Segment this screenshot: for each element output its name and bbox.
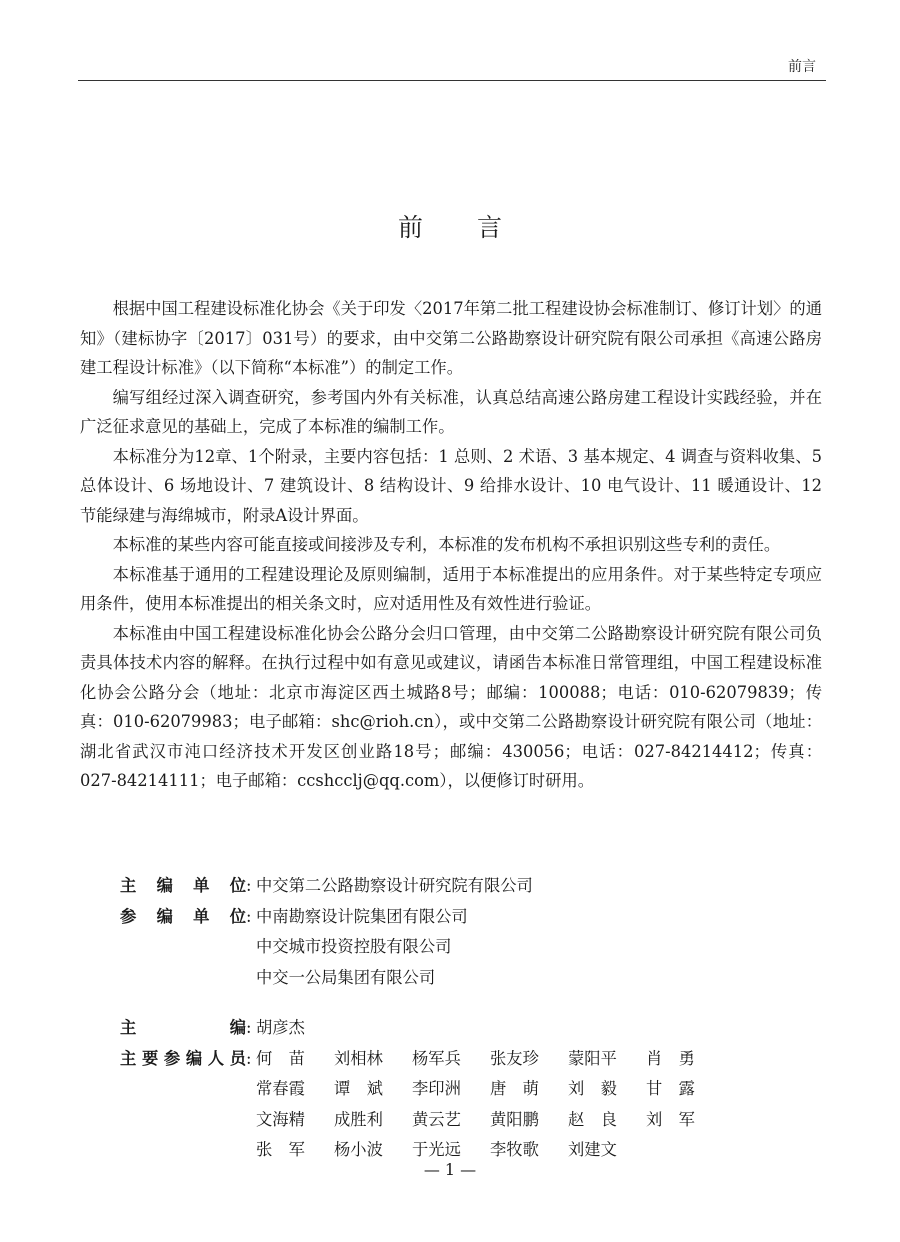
running-header: 前言: [788, 59, 816, 75]
chief-editor-row: [120, 1013, 760, 1044]
participating-units-label: 参编单位: [120, 906, 246, 926]
colon: :: [246, 876, 252, 895]
participant-name: 李牧歌: [490, 1140, 539, 1159]
colon: :: [246, 1048, 252, 1068]
participant-name: 刘相林: [334, 1048, 383, 1068]
participant-name: 甘 露: [646, 1079, 695, 1098]
chief-unit-row: [120, 871, 760, 902]
participating-units-list: [256, 902, 468, 994]
participant-name: 赵 良: [568, 1109, 617, 1129]
participant-name: 杨小波: [334, 1140, 383, 1159]
participating-unit: 中南勘察设计院集团有限公司: [256, 906, 468, 926]
colon: :: [246, 1018, 252, 1037]
participating-units-row: [120, 902, 760, 994]
page-number: — 1 —: [423, 1160, 477, 1179]
paragraph-4: 本标准的某些内容可能直接或间接涉及专利，本标准的发布机构不承担识别这些专利的责任。: [112, 535, 781, 554]
paragraph-1: 根据中国工程建设标准化协会《关于印发〈2017年第二批工程建设协会标准制订、修订计划〉的通知》（建标协字〔2017〕031号）的要求，由中交第二公路勘察设计研究院有限公司承担《高速公路房建工程设计标准》（以下简称“本标准”）的制定工作。: [80, 299, 822, 377]
participant-name: 文海精: [256, 1109, 305, 1129]
credits-block: [120, 871, 760, 1166]
chief-editor-value: 胡彦杰: [256, 1018, 305, 1037]
participant-name: 谭 斌: [334, 1079, 383, 1098]
page-title: 前言: [397, 213, 556, 242]
paragraph-5: 本标准基于通用的工程建设理论及原则编制，适用于本标准提出的应用条件。对于某些特定专项应用条件，使用本标准提出的相关条文时，应对适用性及有效性进行验证。: [80, 564, 822, 613]
participant-name: 肖 勇: [646, 1048, 695, 1068]
participant-name: 杨军兵: [412, 1048, 461, 1068]
preface-body: [80, 294, 822, 796]
participating-unit: 中交城市投资控股有限公司: [256, 937, 452, 956]
paragraph-3: 本标准分为12章、1个附录，主要内容包括：1 总则、2 术语、3 基本规定、4 调查与资料收集、5 总体设计、6 场地设计、7 建筑设计、8 结构设计、9 给排水设计、10 电气设计、11 暖通设计、12 节能绿建与海绵城市，附录A设计界面。: [80, 446, 822, 525]
participant-name: 张 军: [256, 1140, 305, 1159]
main-participants-label: 主要参编人员: [120, 1048, 246, 1068]
chief-unit-label: 主编单位: [120, 876, 246, 895]
participant-name: 常春霞: [256, 1079, 305, 1098]
participant-name: 张友珍: [490, 1048, 539, 1068]
participant-name: 何 苗: [256, 1048, 305, 1068]
participant-name: 蒙阳平: [568, 1048, 617, 1068]
chief-editor-label: 主编: [120, 1018, 246, 1037]
participant-name: 成胜利: [334, 1109, 383, 1129]
participant-name: 刘 毅: [568, 1079, 617, 1098]
paragraph-6: 本标准由中国工程建设标准化协会公路分会归口管理，由中交第二公路勘察设计研究院有限公司负责具体技术内容的解释。在执行过程中如有意见或建议，请函告本标准日常管理组，中国工程建设标准化协会公路分会（地址：北京市海淀区西土城路8号；邮编：100088；电话：010-62079839；传真：010-62079983；电子邮箱：shc@rioh.cn），或中交第二公路勘察设计研究院有限公司（地址：湖北省武汉市沌口经济技术开发区创业路18号；邮编：430056；电话：027-84214412；传真：027-84214111；电子邮箱：ccshcclj@qq.com），以便修订时研用。: [80, 623, 822, 790]
participant-name: 刘 军: [646, 1109, 695, 1129]
participant-name: 李印洲: [412, 1079, 461, 1098]
main-participants-row: [120, 1044, 760, 1166]
header-rule: [78, 80, 826, 81]
participating-unit: 中交一公局集团有限公司: [256, 967, 436, 987]
participant-name: 黄云艺: [412, 1109, 461, 1129]
participant-name: 黄阳鹏: [490, 1109, 539, 1129]
participant-name: 唐 萌: [490, 1079, 539, 1098]
main-participants-grid: [256, 1044, 724, 1166]
paragraph-2: 编写组经过深入调查研究，参考国内外有关标准，认真总结高速公路房建工程设计实践经验，并在广泛征求意见的基础上，完成了本标准的编制工作。: [80, 387, 822, 436]
chief-unit-value: 中交第二公路勘察设计研究院有限公司: [256, 876, 533, 895]
participant-name: 刘建文: [568, 1140, 617, 1159]
colon: :: [246, 906, 252, 926]
participant-name: 于光远: [412, 1140, 461, 1159]
